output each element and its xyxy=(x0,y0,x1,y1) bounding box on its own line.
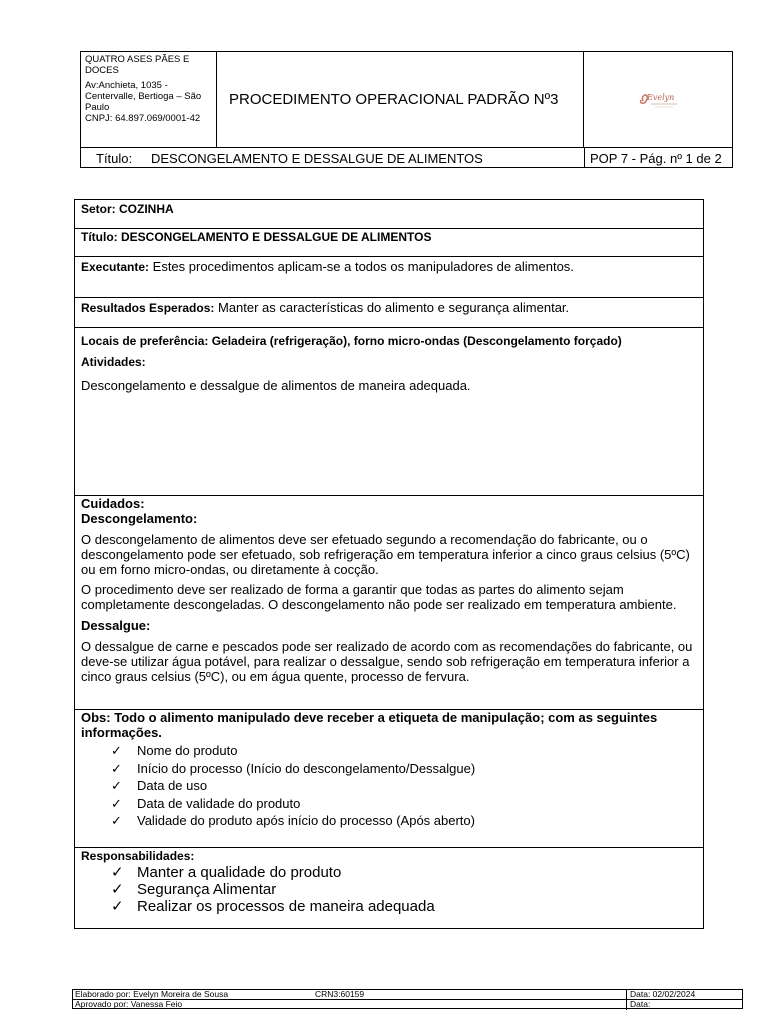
svg-text:Evelyn: Evelyn xyxy=(646,92,674,102)
list-item: ✓ Manter a qualidade do produto xyxy=(111,864,342,881)
date-aprovado: Data: xyxy=(626,1000,743,1010)
obs-cell xyxy=(75,710,703,848)
responsabilidades-label: Responsabilidades: xyxy=(81,849,195,863)
resultados-text: Manter as características do alimento e segurança alimentar. xyxy=(214,300,570,315)
company-cnpj: CNPJ: 64.897.069/0001-42 xyxy=(85,113,201,124)
responsabilidades-cell xyxy=(75,848,703,928)
executante-label: Executante: xyxy=(81,260,150,274)
list-item: ✓ Nome do produto xyxy=(111,743,238,758)
locais-cell xyxy=(75,328,703,496)
date-elaborado: Data: 02/02/2024 xyxy=(626,990,743,1000)
check-icon: ✓ xyxy=(111,864,124,881)
responsabilidades-list xyxy=(81,864,697,915)
aprovado-por: Aprovado por: Vanessa Feio xyxy=(75,999,183,1009)
page-info: POP 7 - Pág. nº 1 de 2 xyxy=(584,148,732,168)
check-icon: ✓ xyxy=(111,778,122,793)
resultados-cell xyxy=(75,298,703,328)
list-item: ✓ Início do processo (Início do descongelamento/Dessalgue) xyxy=(111,760,476,776)
company-info xyxy=(81,52,217,147)
company-address: Av:Anchieta, 1035 - Centervalle, Bertioga – São Paulo xyxy=(85,80,202,113)
title-label: Título: xyxy=(96,151,133,166)
atividades-label: Atividades: xyxy=(81,355,146,369)
descongelamento-label: Descongelamento: xyxy=(81,511,198,526)
setor-cell: Setor: COZINHA xyxy=(75,200,703,229)
logo-icon xyxy=(637,89,681,111)
cuidados-label: Cuidados: xyxy=(81,496,145,511)
check-icon: ✓ xyxy=(111,795,122,811)
list-item: ✓ Data de validade do produto xyxy=(111,795,301,811)
list-item: ✓ Validade do produto após início do processo (Após aberto) xyxy=(111,813,475,828)
elaborado-por: Elaborado por: Evelyn Moreira de Sousa xyxy=(75,989,229,999)
document-header xyxy=(80,51,733,168)
document-footer xyxy=(72,989,743,1009)
check-icon: ✓ xyxy=(111,881,124,898)
check-icon: ✓ xyxy=(111,898,124,915)
check-icon: ✓ xyxy=(111,813,122,828)
titulo-cell: Título: DESCONGELAMENTO E DESSALGUE DE ALIMENTOS xyxy=(75,229,703,257)
title-row xyxy=(81,147,732,168)
cuidados-cell xyxy=(75,496,703,710)
obs-list xyxy=(81,742,697,830)
list-item: ✓ Segurança Alimentar xyxy=(111,881,277,898)
list-item: ✓ Data de uso xyxy=(111,778,208,793)
obs-label: Obs: Todo o alimento manipulado deve receber a etiqueta de manipulação; com as seguintes informações. xyxy=(81,710,658,740)
descongelamento-paragraph-2: O procedimento deve ser realizado de forma a garantir que todas as partes do alimento sejam completamente descongeladas. O descongelamento não pode ser realizado em temperatura ambiente. xyxy=(81,582,677,612)
dessalgue-label: Dessalgue: xyxy=(81,618,151,633)
atividades-text: Descongelamento e dessalgue de alimentos de maneira adequada. xyxy=(81,378,471,393)
procedure-title: PROCEDIMENTO OPERACIONAL PADRÃO Nº3 xyxy=(217,52,584,147)
check-icon: ✓ xyxy=(111,760,122,776)
footer-row-aprovado xyxy=(73,1000,742,1009)
crn-number: CRN3:60159 xyxy=(315,989,365,999)
title-value: DESCONGELAMENTO E DESSALGUE DE ALIMENTOS xyxy=(151,151,483,166)
descongelamento-paragraph-1: O descongelamento de alimentos deve ser efetuado segundo a recomendação do fabricante, ou o descongelamento pode ser efetuado, sob refrigeração em temperatura inferior a cinco graus celsius (5ºC) ou em forno micro-ondas, ou diretamente à cocção. xyxy=(81,532,690,577)
company-name: QUATRO ASES PÃES E DOCES xyxy=(85,54,190,76)
procedure-table xyxy=(74,199,704,929)
dessalgue-paragraph: O dessalgue de carne e pescados pode ser realizado de acordo com as recomendações do fabricante, ou deve-se utilizar água potável, para realizar o dessalgue, sendo sob refrigeração em temperatura inferior a cinco graus celsius (5ºC), ou em água quente, processo de fervura. xyxy=(81,639,693,684)
executante-text: Estes procedimentos aplicam-se a todos os manipuladores de alimentos. xyxy=(149,259,574,274)
check-icon: ✓ xyxy=(111,743,122,758)
executante-cell xyxy=(75,257,703,298)
company-logo xyxy=(584,52,733,147)
resultados-label: Resultados Esperados: xyxy=(81,301,215,315)
list-item: ✓ Realizar os processos de maneira adequada xyxy=(111,898,435,915)
locais-text: Locais de preferência: Geladeira (refrigeração), forno micro-ondas (Descongelamento forçado) xyxy=(81,334,622,348)
